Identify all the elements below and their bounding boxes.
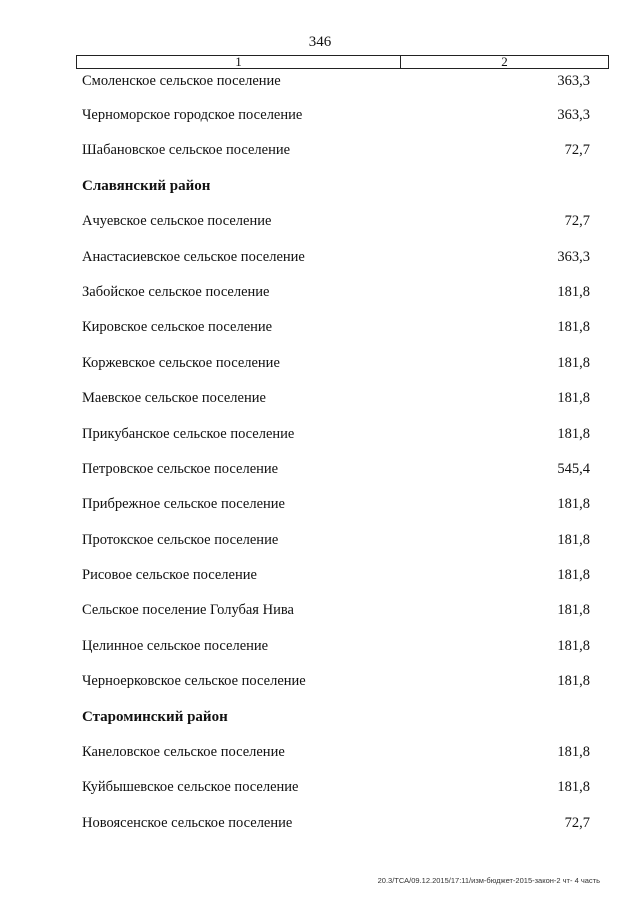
page-number: 346 [308,34,332,50]
amount-value: 181,8 [557,779,590,796]
amount-value: 181,8 [557,567,590,584]
table-row [82,310,590,345]
amount-value: 72,7 [564,213,590,230]
amount-value: 72,7 [564,142,590,159]
settlement-name: Маевское сельское поселение [82,390,266,407]
table-row [82,629,590,664]
settlement-name: Куйбышевское сельское поселение [82,779,299,796]
table-row [82,381,590,416]
district-name: Славянский район [82,177,211,194]
table-row [82,204,590,239]
amount-value: 181,8 [557,425,590,442]
settlement-name: Ачуевское сельское поселение [82,213,272,230]
table-row [82,417,590,452]
amount-value: 181,8 [557,744,590,761]
table-row [82,275,590,310]
settlement-name: Сельское поселение Голубая Нива [82,602,294,619]
amount-value: 363,3 [557,248,590,265]
settlement-name: Анастасиевское сельское поселение [82,248,305,265]
settlement-name: Черноерковское сельское поселение [82,673,306,690]
district-name: Староминский район [82,708,228,725]
amount-value: 72,7 [564,814,590,831]
settlement-name: Кировское сельское поселение [82,319,273,336]
table-row [82,240,590,275]
table-row [82,133,590,168]
table-row [82,487,590,522]
table-row [82,558,590,593]
settlement-name: Прикубанское сельское поселение [82,425,295,442]
settlement-name: Черноморское городское поселение [82,107,303,123]
table-row [82,346,590,381]
settlement-name: Протокское сельское поселение [82,531,279,548]
district-header-row [82,700,590,735]
amount-value: 181,8 [557,283,590,300]
table-row [82,735,590,770]
settlement-name: Петровское сельское поселение [82,460,279,477]
settlement-name: Рисовое сельское поселение [82,567,257,584]
table-row [82,806,590,841]
table-row [82,664,590,699]
settlement-name: Забойское сельское поселение [82,283,270,300]
table-row [82,770,590,805]
footer-text: 20.3/ТСА/09.12.2015/17:11/изм-бюджет-2015-закон-2 чт- 4 часть [377,876,600,885]
table-row [82,523,590,558]
settlement-name: Новоясенское сельское поселение [82,814,293,831]
amount-value: 545,4 [557,460,590,477]
table-row [82,98,590,133]
table-row [82,593,590,628]
amount-value: 363,3 [557,107,590,123]
amount-value: 181,8 [557,496,590,513]
settlement-name: Канеловское сельское поселение [82,744,285,761]
table-row [82,64,590,98]
amount-value: 181,8 [557,673,590,690]
table-header-col1: 1 [77,56,401,68]
settlement-name: Коржевское сельское поселение [82,354,280,371]
amount-value: 181,8 [557,531,590,548]
settlement-name: Шабановское сельское поселение [82,142,291,159]
amount-value: 181,8 [557,390,590,407]
amount-value: 363,3 [557,73,590,89]
amount-value: 181,8 [557,354,590,371]
district-header-row [82,169,590,204]
table-row [82,452,590,487]
amount-value: 181,8 [557,319,590,336]
table-body [82,64,590,841]
amount-value: 181,8 [557,602,590,619]
table-header-col2: 2 [501,54,508,69]
settlement-name: Прибрежное сельское поселение [82,496,285,513]
settlement-name: Смоленское сельское поселение [82,73,281,89]
amount-value: 181,8 [557,637,590,654]
settlement-name: Целинное сельское поселение [82,637,269,654]
